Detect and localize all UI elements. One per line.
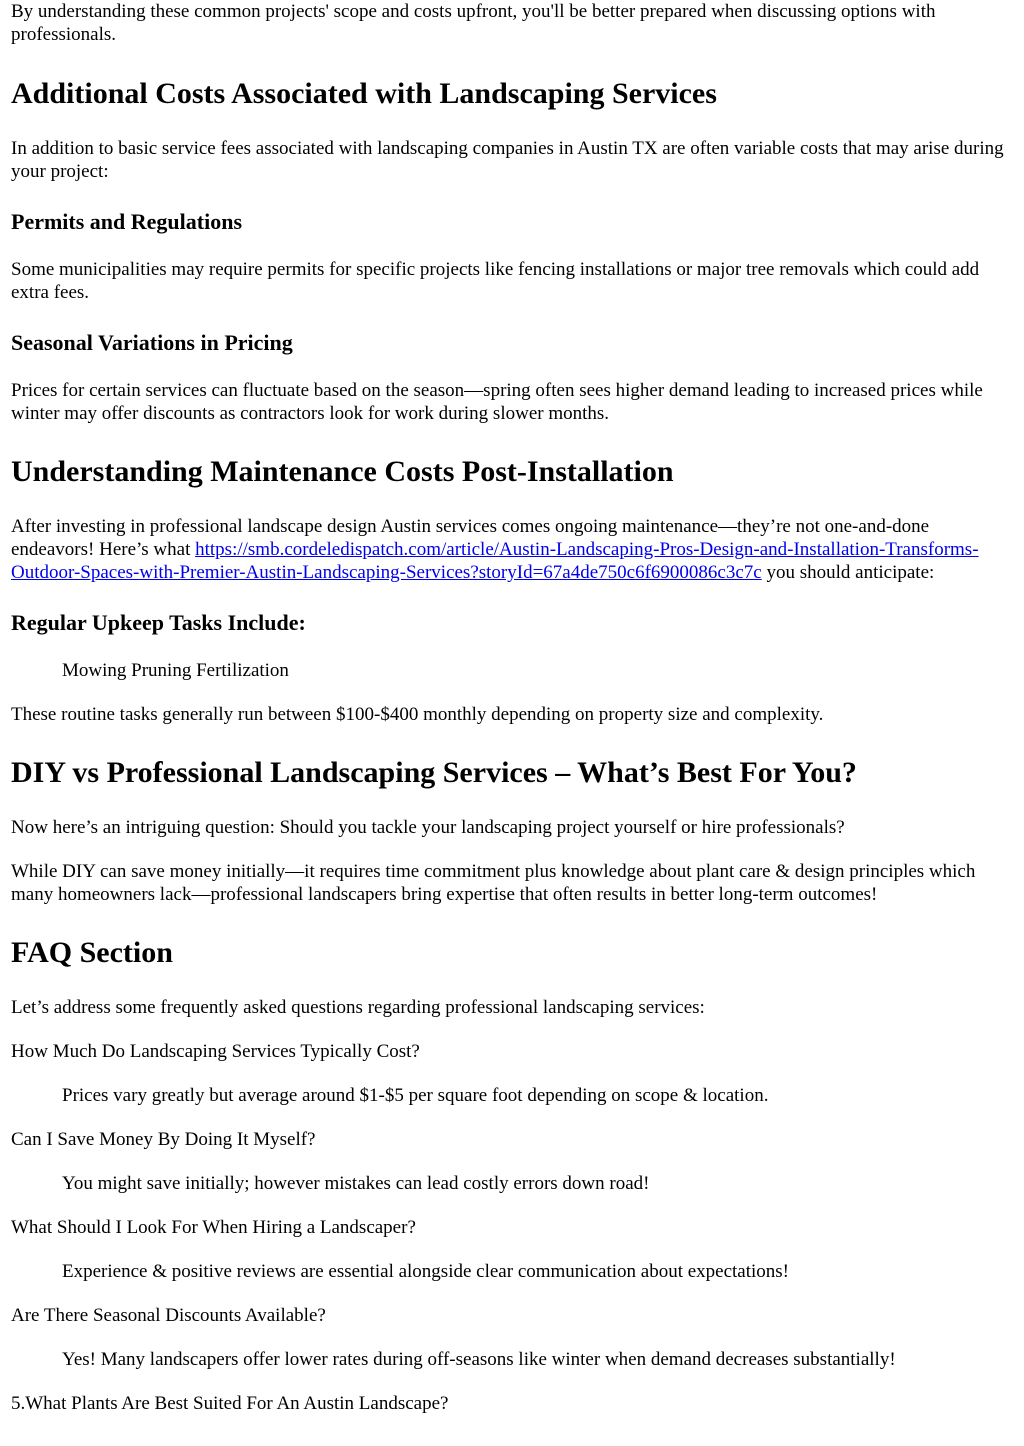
- faq-answer-4: Yes! Many landscapers offer lower rates during off-seasons like winter when demand decreases substantially!: [62, 1349, 896, 1370]
- faq-answer-2: You might save initially; however mistakes can lead costly errors down road!: [62, 1173, 650, 1194]
- heading-maintenance-costs: Understanding Maintenance Costs Post-Installation: [11, 455, 674, 488]
- heading-additional-costs: Additional Costs Associated with Landscaping Services: [11, 77, 717, 110]
- faq-question-4: Are There Seasonal Discounts Available?: [11, 1305, 326, 1326]
- heading-diy-vs-pro: DIY vs Professional Landscaping Services – What’s Best For You?: [11, 756, 857, 789]
- seasonal-pricing-paragraph: Prices for certain services can fluctuate based on the season—spring often sees higher demand leading to increased prices while winter may offer discounts as contractors look for work during slower months.: [11, 380, 983, 424]
- faq-question-1: How Much Do Landscaping Services Typically Cost?: [11, 1041, 420, 1062]
- maintenance-text-before: After investing in professional landscape design Austin services comes ongoing maintenance—they’re not one-and-done endeavors! Here’s what: [11, 516, 930, 560]
- article-link[interactable]: https://smb.cordeledispatch.com/article/Austin-Landscaping-Pros-Design-and-Installation-Transforms-Outdoor-Spaces-with-Premier-Austin-Landscaping-Services?storyId=67a4de750c6f6900086c3c7c: [11, 539, 979, 583]
- heading-seasonal-pricing: Seasonal Variations in Pricing: [11, 330, 293, 355]
- faq-answer-1: Prices vary greatly but average around $1-$5 per square foot depending on scope & location.: [62, 1085, 769, 1106]
- faq-intro: Let’s address some frequently asked questions regarding professional landscaping services:: [11, 997, 705, 1018]
- heading-upkeep-tasks: Regular Upkeep Tasks Include:: [11, 610, 306, 635]
- upkeep-tasks-list: Mowing Pruning Fertilization: [62, 660, 289, 681]
- permits-paragraph: Some municipalities may require permits for specific projects like fencing installations or major tree removals which could add extra fees.: [11, 259, 980, 303]
- heading-permits: Permits and Regulations: [11, 209, 242, 234]
- diy-paragraph-2: While DIY can save money initially—it requires time commitment plus knowledge about plant care & design principles which many homeowners lack—professional landscapers bring expertise that often results in better long-term outcomes!: [11, 861, 976, 905]
- additional-costs-paragraph: In addition to basic service fees associated with landscaping companies in Austin TX are often variable costs that may arise during your project:: [11, 138, 1004, 182]
- diy-paragraph-1: Now here’s an intriguing question: Should you tackle your landscaping project yourself or hire professionals?: [11, 817, 845, 838]
- faq-question-2: Can I Save Money By Doing It Myself?: [11, 1129, 316, 1150]
- routine-costs-paragraph: These routine tasks generally run between $100-$400 monthly depending on property size and complexity.: [11, 704, 824, 725]
- faq-answer-3: Experience & positive reviews are essential alongside clear communication about expectations!: [62, 1261, 790, 1282]
- heading-faq: FAQ Section: [11, 936, 173, 969]
- intro-paragraph: By understanding these common projects' scope and costs upfront, you'll be better prepared when discussing options with professionals.: [11, 1, 936, 45]
- faq-question-5: 5.What Plants Are Best Suited For An Austin Landscape?: [11, 1393, 449, 1414]
- maintenance-paragraph: [11, 515, 1013, 584]
- faq-question-3: What Should I Look For When Hiring a Landscaper?: [11, 1217, 416, 1238]
- maintenance-text-after: you should anticipate:: [761, 562, 935, 583]
